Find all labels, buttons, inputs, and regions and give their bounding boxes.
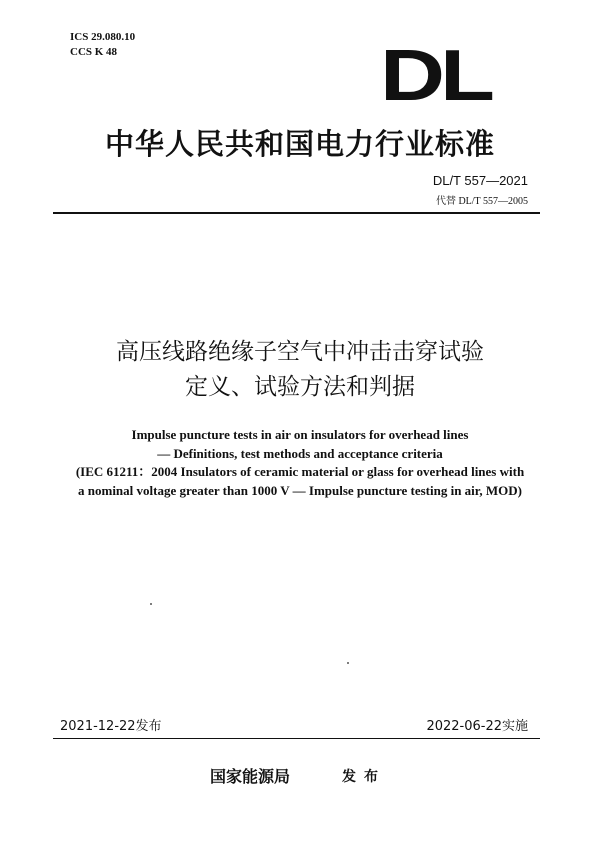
document-title-en xyxy=(40,426,560,500)
standard-category-title: 中华人民共和国电力行业标准 xyxy=(104,127,495,161)
standard-number: DL/T 557—2021 xyxy=(432,173,528,188)
dl-logo: DL xyxy=(380,36,490,116)
ics-code: ICS 29.080.10 xyxy=(70,31,136,43)
classification-codes xyxy=(70,30,135,60)
title-en-line: a nominal voltage greater than 1000 V — Impulse puncture testing in air, MOD) xyxy=(78,482,522,498)
issuing-authority: 国家能源局 xyxy=(210,767,291,786)
title-en-line: (IEC 61211：2004 Insulators of ceramic material or glass for overhead lines with xyxy=(75,464,525,479)
document-title-cn-line2: 定义、试验方法和判据 xyxy=(185,374,415,400)
scan-speck xyxy=(150,603,152,605)
ccs-code: CCS K 48 xyxy=(70,46,118,58)
document-title-cn-line1: 高压线路绝缘子空气中冲击击穿试验 xyxy=(116,339,484,365)
title-en-line: Impulse puncture tests in air on insulators for overhead lines xyxy=(131,427,469,442)
replaces-standard: 代替 DL/T 557—2005 xyxy=(435,196,528,207)
footer-divider xyxy=(53,738,540,739)
issue-label: 发布 xyxy=(342,769,386,785)
publish-date: 2021-12-22发布 xyxy=(60,719,162,734)
implement-date: 2022-06-22实施 xyxy=(426,719,528,734)
header-divider xyxy=(53,212,540,214)
scan-speck xyxy=(347,662,349,664)
title-en-line: — Definitions, test methods and acceptance criteria xyxy=(157,445,443,461)
